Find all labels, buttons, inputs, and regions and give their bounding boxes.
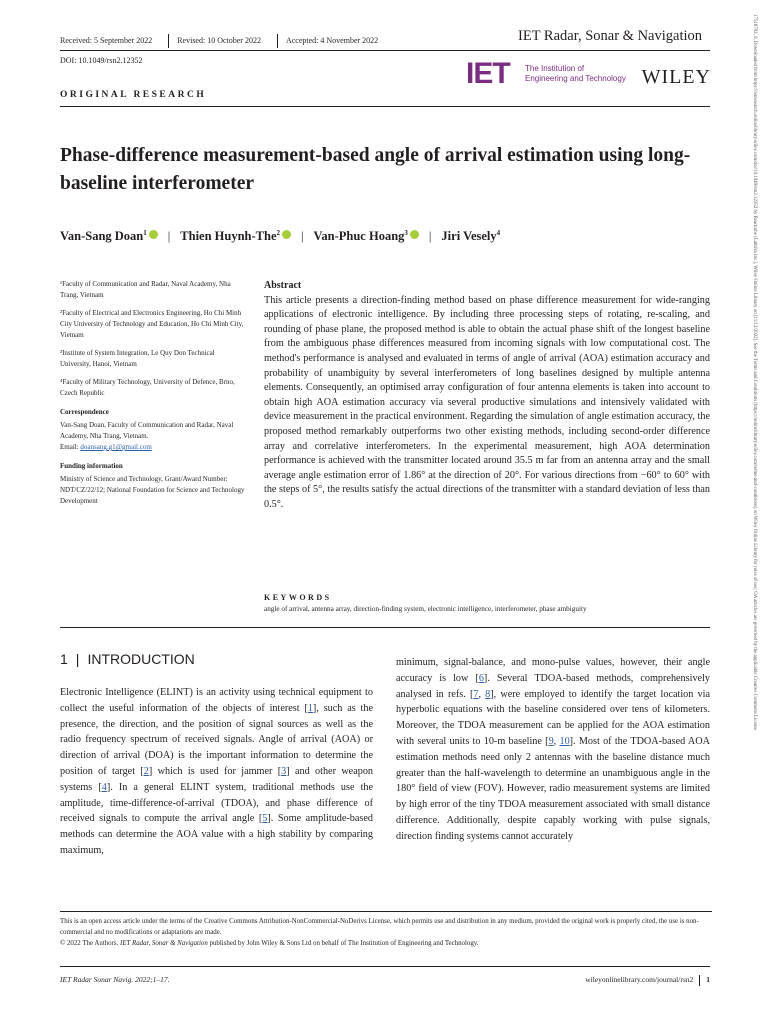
footer-right: [585, 975, 710, 986]
sidebar: [60, 279, 246, 514]
body-column-right: minimum, signal-balance, and mono-pulse values, however, their angle accuracy is low [6]. Several TDOA-based methods, comprehensively analysed in refs. [7, 8], were employed to identify the target location via hyperbolic equations with the baseline considered over tens of kilometers. Moreover, the TDOA measurement can be applied for the AOA estimation with several units to 10-m baseline [9, 10]. Most of the TDOA-based AOA estimation methods need only 2 antennas with the baseline distance much greater than the half-wavelength to determine an unambiguous angle in the 180° field of view (FOV). However, radio measurement systems are limited by high error of the tiny TDOA measurement associated with small distance difference. Additionally, despite capably working with pulse signals, direction finding systems cannot accurately: [396, 657, 710, 842]
page-number: 1: [706, 975, 710, 985]
orcid-icon[interactable]: [410, 230, 419, 239]
author-separator: |: [167, 229, 171, 244]
section-rule: [60, 106, 710, 107]
page-footer: [60, 975, 710, 984]
iet-logo-line-1: The Institution of: [525, 64, 585, 73]
download-notice: [749, 14, 759, 1010]
section-heading-introduction: 1 | INTRODUCTION: [60, 651, 195, 667]
abstract-heading: Abstract: [264, 280, 302, 291]
download-notice-text: 17518792, 0, Downloaded from https://ietresearch.onlinelibrary.wiley.com/doi/10.1049/rsn2.12352 by Readcube (Labtiva Inc.), Wiley Online Library on [11/12/2022]. See the Terms and Conditions (https://onlinelibrary.wiley.com/terms-and-conditions) on Wiley Online Library for rules of use; OA articles are governed by the applicable Creative Commons License: [752, 14, 757, 731]
journal-citation: IET Radar Sonar Navig. 2022;1–17.: [60, 975, 170, 984]
funding-text: Ministry of Science and Technology, Grant/Award Number: NDT/CZ/22/12; National Foundation for Science and Technology Development: [60, 475, 245, 505]
affiliation-marker: 3: [404, 229, 408, 237]
correspondence-heading: Correspondence: [60, 408, 109, 416]
publisher-logos: [466, 58, 711, 92]
author-name[interactable]: Thien Huynh-The$^2$: [180, 229, 280, 244]
article-dates-bar: [60, 28, 710, 48]
journal-url[interactable]: wileyonlinelibrary.com/journal/rsn2: [585, 975, 694, 985]
abstract: [264, 279, 710, 513]
affiliation-4: ⁴Faculty of Military Technology, University of Defence, Brno, Czech Republic: [60, 378, 235, 397]
doi[interactable]: DOI: 10.1049/rsn2.12352: [60, 56, 143, 65]
section-number: 1: [60, 651, 68, 667]
email-link[interactable]: doansang.g1@gmail.com: [80, 443, 152, 451]
keywords-heading: KEYWORDS: [264, 593, 332, 602]
license-rule: [60, 911, 712, 912]
author-name[interactable]: Jiri Vesely$^4$: [441, 229, 501, 244]
revised-date: Revised: 10 October 2022: [177, 35, 261, 45]
section-title: INTRODUCTION: [87, 651, 195, 667]
author-separator: |: [301, 229, 304, 244]
affiliation-marker: 1: [143, 229, 147, 237]
accepted-date: Accepted: 4 November 2022: [285, 35, 379, 45]
affiliation-marker: 4: [496, 229, 501, 237]
affiliation-2: ²Faculty of Electrical and Electronics Engineering, Ho Chi Minh City University of Technology and Education, Ho Chi Minh City, Vietnam: [60, 309, 244, 339]
correspondence-email-line: [60, 442, 246, 453]
author-list: [60, 229, 500, 244]
divider: [277, 34, 278, 48]
affiliation-3: ³Institute of System Integration, Le Quy Don Technical University, Hanoi, Vietnam: [60, 349, 215, 368]
affiliation-1: ¹Faculty of Communication and Radar, Naval Academy, Nha Trang, Vietnam: [60, 280, 231, 299]
affiliation-marker: 2: [276, 229, 280, 237]
journal-name: IET Radar, Sonar & Navigation: [518, 28, 702, 44]
author-name[interactable]: Van-Sang Doan$^1$: [60, 229, 147, 244]
article-type: ORIGINAL RESEARCH: [60, 90, 207, 100]
funding-heading: Funding information: [60, 462, 123, 470]
header-rule: [60, 50, 710, 51]
orcid-icon[interactable]: [149, 230, 158, 239]
iet-logo-line-2: Engineering and Technology: [525, 74, 626, 83]
author-separator: |: [428, 229, 432, 244]
abstract-text: This article presents a direction-finding method based on phase difference measurement for wide-ranging applications of electronic intelligence. By including three processing steps of rotating, re-scaling, and rounding of phase plane, the proposed method is able to obtain the actual phase shift of the longest baseline from the ambiguous phase differences measured from incoming signals with low computational cost. The method's performance is analysed and evaluated in terms of angle of arrival (AOA) estimation accuracy and probability of unambiguity by several interferometers of long baselines designed by multiple antenna elements. Consequently, an optimised array configuration of four antenna elements is taken into account to obtain high AOA estimation accuracy via several productive simulations and intensively validated with device measurement in the practical environment. Regarding the simulation of angle estimation accuracy, the proposed method remarkably outperforms two other existing methods, including second-order difference array and correlative interferometers. In the experimental measurement, high AOA determination performance is achieved with the transmitter located around 35.5 m far from an antenna array and the small average angle estimation error of 1.86° at the direction of 20°. For various directions from −60° to 60° with the steps of 5°, the results satisfy the actual directions of the transmitter with a standard deviation of less than 0.5°.: [264, 294, 710, 510]
license-text: This is an open access article under the terms of the Creative Commons Attribution-NonCommercial-NoDerivs License, which permits use and distribution in any medium, provided the original work is properly cited, the use is non-commercial and no modifications or adaptations are made.: [60, 918, 699, 936]
license-block: [60, 916, 712, 949]
paper-title: Phase-difference measurement-based angle of arrival estimation using long-baseline interferometer: [60, 145, 691, 194]
orcid-icon[interactable]: [282, 230, 291, 239]
iet-logo: IET: [466, 57, 510, 90]
correspondence-text: Van-Sang Doan, Faculty of Communication and Radar, Naval Academy, Nha Trang, Vietnam.: [60, 421, 234, 440]
keywords-text: angle of arrival, antenna array, direction-finding system, electronic intelligence, interferometer, phase ambiguity: [264, 605, 587, 613]
abstract-end-rule: [60, 627, 710, 628]
received-date: Received: 5 September 2022: [60, 35, 153, 45]
email-label: Email:: [60, 443, 81, 451]
iet-logo-text: [525, 64, 626, 84]
author-name[interactable]: Van-Phuc Hoang$^3$: [313, 229, 408, 244]
copyright-text: © 2022 The Authors. IET Radar, Sonar & Navigation published by John Wiley & Sons Ltd on behalf of The Institution of Engineering and Technology.: [60, 940, 479, 947]
footer-rule: [60, 966, 710, 967]
divider: [699, 975, 700, 986]
divider: [168, 34, 169, 48]
body-column-left: Electronic Intelligence (ELINT) is an activity using technical equipment to collect the useful information of the objects of interest [1], such as the presence, the direction, and the position of signal sources as well as the radio frequency spectrum of received signals. Angle of arrival (AOA) or direction of arrival (DOA) is the important information to determine the position of target [2] which is used for jammer [3] and other weapon systems [4]. In a general ELINT system, traditional methods use the amplitude, time-difference-of-arrival (TDOA), and phase difference of received signals to compute the arrival angle [5]. Some amplitude-based methods can determine the AOA value with a high stability by comparing maximum,: [60, 687, 374, 856]
wiley-logo: WILEY: [641, 66, 711, 88]
